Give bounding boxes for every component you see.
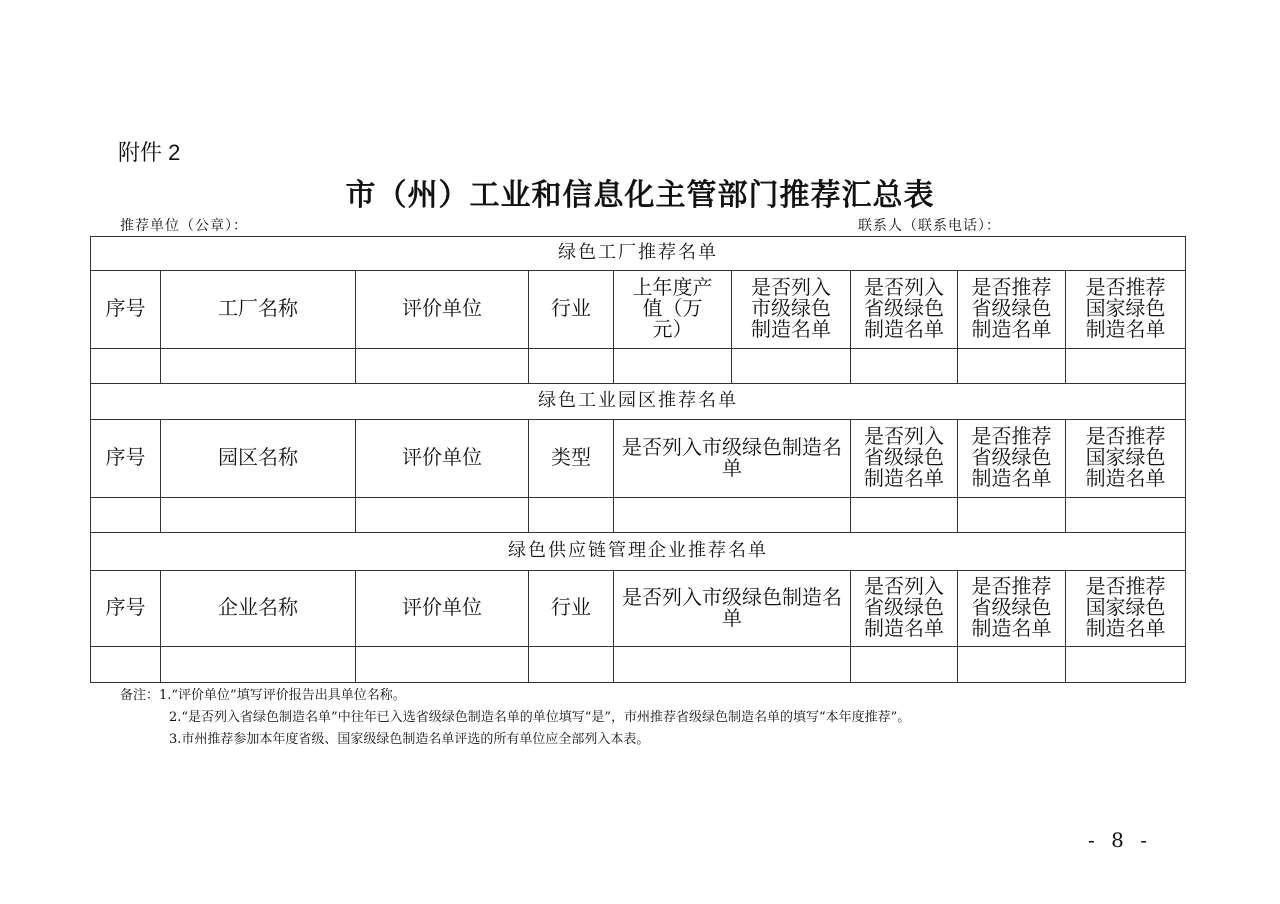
supply-header-recommend-national: 是否推荐国家绿色制造名单	[1066, 571, 1186, 647]
note-1: 备注：1.“评价单位”填写评价报告出具单位名称。	[120, 688, 406, 703]
park-header-recommend-province: 是否推荐省级绿色制造名单	[958, 420, 1066, 498]
page-number: - 8 -	[1088, 828, 1152, 852]
supply-section-title: 绿色供应链管理企业推荐名单	[91, 533, 1186, 571]
park-header-index: 序号	[91, 420, 161, 498]
note-2: 2.“是否列入省绿色制造名单”中往年已入选省级绿色制造名单的单位填写“是”，市州推荐省级绿色制造名单的填写“本年度推荐”。	[169, 710, 911, 725]
park-header-recommend-national: 是否推荐国家绿色制造名单	[1066, 420, 1186, 498]
summary-table	[90, 236, 1186, 683]
park-header-province-list: 是否列入省级绿色制造名单	[851, 420, 958, 498]
factory-header-output-value: 上年度产值（万元）	[614, 271, 732, 349]
supply-header-index: 序号	[91, 571, 161, 647]
park-empty-row	[91, 498, 1186, 533]
park-header-city-list: 是否列入市级绿色制造名单	[614, 420, 851, 498]
factory-header-recommend-national: 是否推荐国家绿色制造名单	[1066, 271, 1186, 349]
factory-section-title: 绿色工厂推荐名单	[91, 237, 1186, 271]
factory-header-city-list: 是否列入市级绿色制造名单	[732, 271, 851, 349]
park-section-title: 绿色工业园区推荐名单	[91, 384, 1186, 420]
factory-empty-row	[91, 349, 1186, 384]
supply-header-industry: 行业	[529, 571, 614, 647]
factory-header-index: 序号	[91, 271, 161, 349]
factory-header-industry: 行业	[529, 271, 614, 349]
page-title: 市（州）工业和信息化主管部门推荐汇总表	[345, 178, 935, 213]
supply-header-recommend-province: 是否推荐省级绿色制造名单	[958, 571, 1066, 647]
park-header-type: 类型	[529, 420, 614, 498]
park-header-name: 园区名称	[161, 420, 356, 498]
note-3: 3.市州推荐参加本年度省级、国家级绿色制造名单评选的所有单位应全部列入本表。	[169, 732, 650, 747]
recommender-label: 推荐单位（公章）：	[120, 218, 248, 234]
attachment-label: 附件 2	[118, 140, 181, 165]
park-header-evaluator: 评价单位	[356, 420, 529, 498]
factory-header-name: 工厂名称	[161, 271, 356, 349]
supply-header-evaluator: 评价单位	[356, 571, 529, 647]
supply-header-province-list: 是否列入省级绿色制造名单	[851, 571, 958, 647]
factory-header-recommend-province: 是否推荐省级绿色制造名单	[958, 271, 1066, 349]
factory-header-evaluator: 评价单位	[356, 271, 529, 349]
notes	[120, 685, 910, 751]
supply-header-city-list: 是否列入市级绿色制造名单	[614, 571, 851, 647]
factory-header-province-list: 是否列入省级绿色制造名单	[851, 271, 958, 349]
supply-header-name: 企业名称	[161, 571, 356, 647]
contact-label: 联系人（联系电话）：	[858, 218, 1001, 234]
supply-empty-row	[91, 647, 1186, 683]
